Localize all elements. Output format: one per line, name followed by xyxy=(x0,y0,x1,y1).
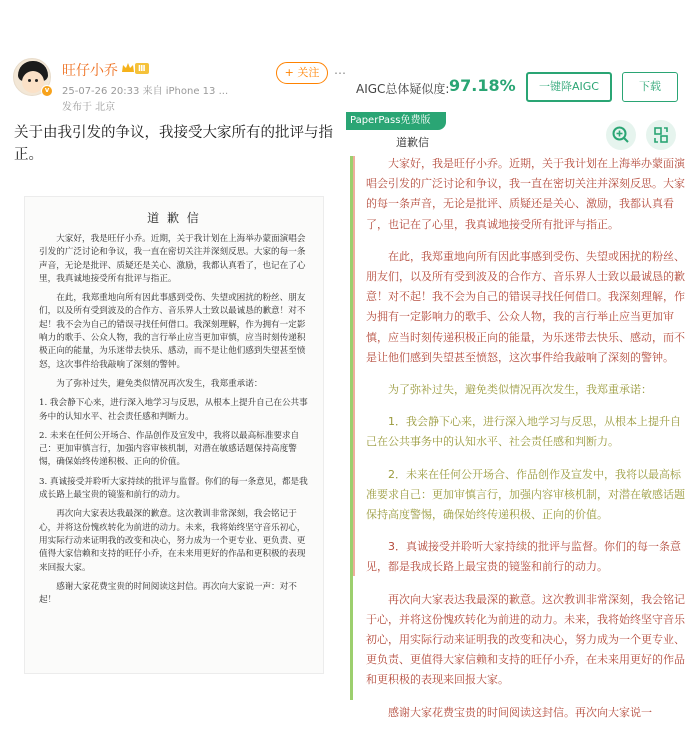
level-badge: Ⅲ xyxy=(135,63,149,74)
post-location: 发布于 北京 xyxy=(62,102,116,113)
reduce-aigc-button[interactable]: 一键降AIGC xyxy=(526,72,612,102)
more-options-icon[interactable]: ⋯ xyxy=(334,66,345,80)
highlighted-paragraph: 为了弥补过失，避免类似情况再次发生，我郑重承诺： xyxy=(388,383,652,397)
aigc-score-label: AIGC总体疑似度: xyxy=(356,82,450,96)
highlighted-paragraph: 再次向大家表达我最深的歉意。这次教训非常深刻，我会铭记于心，并将这份愧疚转化为前进的动力。未来，我将始终坚守音乐初心，用实际行动来证明我的改变和决心，努力成为一个更专业、更负责、更值得大家信赖和支持的旺仔小乔，在未来用更好的作品和更积极的表现来回报大家。 xyxy=(366,592,685,687)
username[interactable]: 旺仔小乔 xyxy=(62,63,118,79)
letter-paragraph: 1. 我会静下心来，进行深入地学习与反思，从根本上提升自己在公共事务中的认知水平、社会责任感和判断力。 xyxy=(39,398,308,422)
apology-letter-image[interactable] xyxy=(24,196,324,674)
post-meta: 25-07-26 20:33 来自 iPhone 13 ... xyxy=(62,86,229,97)
checked-doc-title: 道歉信 xyxy=(396,136,429,149)
highlighted-paragraph: 感谢大家花费宝贵的时间阅读这封信。再次向大家说一 xyxy=(388,705,652,719)
letter-body xyxy=(39,233,312,613)
follow-button[interactable]: + 关注 xyxy=(276,62,328,84)
highlighted-paragraph: 1．我会静下心来，进行深入地学习与反思，从根本上提升自己在公共事务中的认知水平、社会责任感和判断力。 xyxy=(366,415,681,449)
letter-title: 道 歉 信 xyxy=(147,211,201,225)
highlighted-paragraph: 2．未来在任何公开场合、作品创作及宣发中，我将以最高标准要求自己：更加审慎言行，加强内容审核机制，对潜在敏感话题保持高度警惕，确保始终传递积极、正向的价值。 xyxy=(366,467,685,522)
highlighted-paragraph: 大家好，我是旺仔小乔。近期，关于我计划在上海举办蒙面演唱会引发的广泛讨论和争议，我一直在密切关注并深刻反思。大家的每一条声音，无论是批评、质疑还是关心、激励，我都认真看了，也记在了心里，我真诚地接受所有批评与指正。 xyxy=(366,157,685,231)
zoom-in-button[interactable] xyxy=(606,120,636,150)
compare-button[interactable] xyxy=(646,120,676,150)
free-version-ribbon: PaperPass免费版 xyxy=(346,112,446,130)
verified-badge-icon: v xyxy=(41,85,53,97)
letter-paragraph: 为了弥补过失，避免类似情况再次发生，我郑重承诺： xyxy=(56,378,263,389)
highlighted-paragraph: 3．真诚接受并聆听大家持续的批评与监督。你们的每一条意见，都是我成长路上最宝贵的镜鉴和前行的动力。 xyxy=(366,540,681,574)
zoom-in-icon xyxy=(606,120,636,150)
letter-paragraph: 2. 未来在任何公开场合、作品创作及宣发中，我将以最高标准要求自己：更加审慎言行，加强内容审核机制，对潜在敏感话题保持高度警惕，确保始终传递积极、正向的价值。 xyxy=(39,430,300,468)
compare-icon xyxy=(646,120,676,150)
highlighted-paragraph: 在此，我郑重地向所有因此事感到受伤、失望或困扰的粉丝、朋友们，以及所有受到波及的合作方、音乐界人士致以最诚恳的歉意！对不起！我不会为自己的错误寻找任何借口。我深刻理解，作为拥有一定影响力的歌手、公众人物，我的言行举止应当更加审慎，应当时刻传递积极正向的能量，为乐迷带去快乐、感动，而不是让他们感到失望甚至愤怒，这次事件给我敲响了深刻的警钟。 xyxy=(366,249,685,364)
letter-paragraph: 感谢大家花费宝贵的时间阅读这封信。再次向大家说一声：对不起！ xyxy=(39,581,297,606)
checked-doc-body xyxy=(366,154,688,735)
letter-paragraph: 再次向大家表达我最深的歉意。这次教训非常深刻，我会铭记于心，并将这份愧疚转化为前进的动力。未来，我将始终坚守音乐初心，用实际行动来证明我的改变和决心，努力成为一个更专业、更负责、更值得大家信赖和支持的旺仔小乔，在未来用更好的作品和更积极的表现来回报大家。 xyxy=(39,509,306,573)
aigc-score-value: 97.18% xyxy=(449,76,516,95)
aigc-checker-panel xyxy=(346,0,700,719)
letter-paragraph: 在此，我郑重地向所有因此事感到受伤、失望或困扰的粉丝、朋友们，以及所有受到波及的合作方、音乐界人士致以最诚恳的歉意！对不起！我不会为自己的错误寻找任何借口。我深刻理解，作为拥有一定影响力的歌手、公众人物，我的言行举止应当更加审慎，应当时刻传递积极正向的能量，为乐迷带去快乐、感动，而不是让他们感到失望甚至愤怒，这次事件给我敲响了深刻的警钟。 xyxy=(39,293,306,370)
download-button[interactable]: 下载 xyxy=(622,72,678,102)
crown-icon xyxy=(121,62,135,74)
highlight-margin-bar xyxy=(353,156,355,576)
weibo-post-panel xyxy=(0,0,346,700)
letter-paragraph: 3. 真诚接受并聆听大家持续的批评与监督。你们的每一条意见，都是我成长路上最宝贵的镜鉴和前行的动力。 xyxy=(39,476,308,501)
post-text: 关于由我引发的争议，我接受大家所有的批评与指正。 xyxy=(14,125,333,163)
letter-paragraph: 大家好，我是旺仔小乔。近期，关于我计划在上海举办蒙面演唱会引发的广泛讨论和争议，我一直在密切关注并深刻反思。大家的每一条声音，无论是批评、质疑还是关心、激励，我都认真看了，也记在了心里，我真诚地接受所有批评与指正。 xyxy=(39,234,306,284)
